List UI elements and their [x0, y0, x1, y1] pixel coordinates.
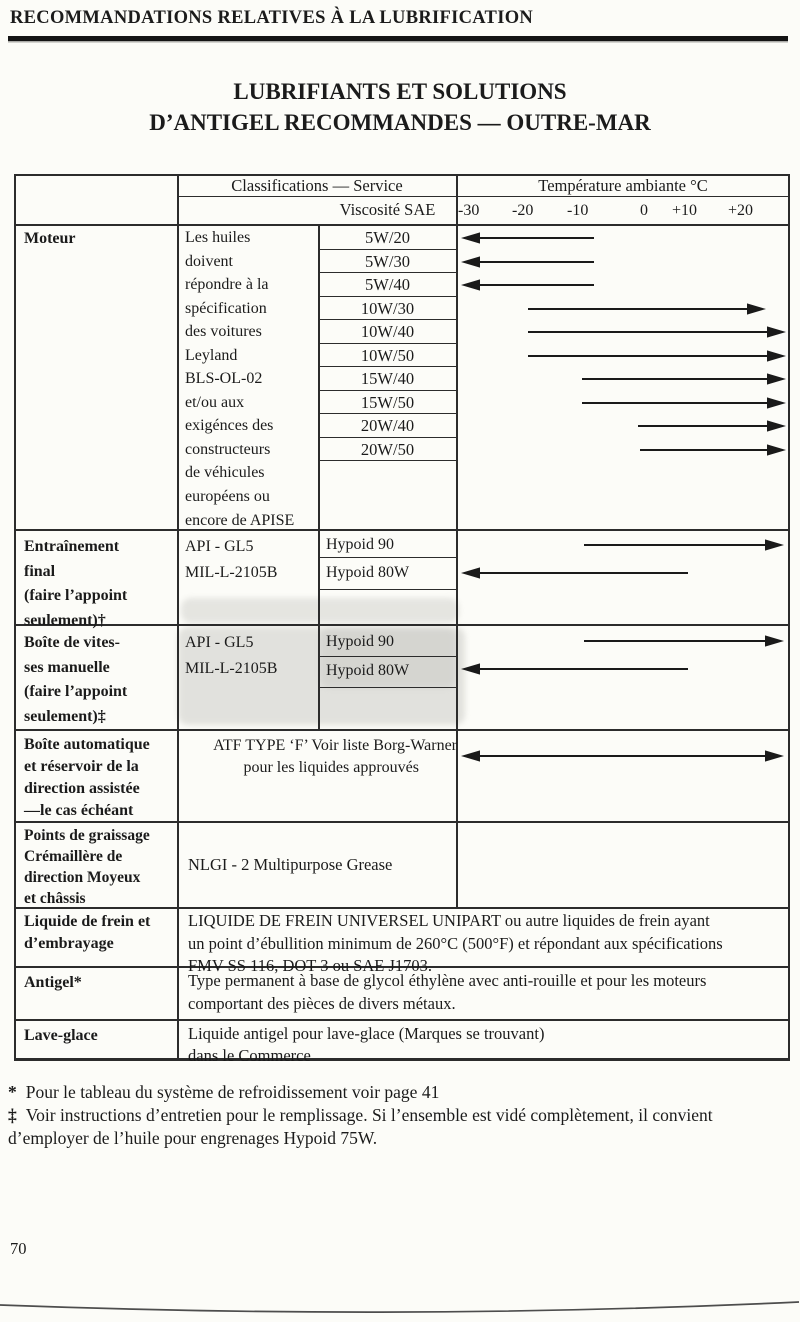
- doc-title-line2: D’ANTIGEL RECOMMANDES — OUTRE-MAR: [149, 110, 651, 135]
- classification-line: constructeurs: [185, 440, 271, 458]
- label-line: ses manuelle: [24, 658, 110, 676]
- footnote-text: Pour le tableau du système de refroidissement voir page 41: [25, 1082, 440, 1102]
- footnote-text: Voir instructions d’entretien pour le remplissage. Si l’ensemble est vidé complètement, il convient: [25, 1105, 713, 1126]
- label-line: d’embrayage: [24, 935, 114, 952]
- viscosity-grade-cell: 10W/40: [318, 320, 457, 344]
- column-header-classifications: Classifications — Service: [231, 176, 403, 195]
- temp-tick: +20: [728, 202, 754, 219]
- label-line: Crémaillère de: [24, 848, 123, 865]
- classification-line: API - GL5: [185, 634, 254, 651]
- viscosity-grade-cell: 5W/20: [318, 226, 457, 250]
- row-label-moteur: Moteur: [24, 230, 76, 247]
- label-line: Points de graissage: [24, 827, 150, 844]
- footnote-marker: ‡: [8, 1105, 17, 1126]
- automatic-fluid-text: ATF TYPE ‘F’ Voir liste Borg-Warner: [213, 737, 457, 754]
- classification-line: BLS-OL-02: [185, 370, 263, 388]
- row-label-antigel: Antigel*: [24, 974, 82, 991]
- classification-line: spécification: [185, 299, 267, 317]
- classification-line: européens ou: [185, 488, 270, 506]
- gearbox-viscosity-80w: Hypoid 80W: [326, 662, 410, 679]
- column-header-viscosity: Viscosité SAE: [339, 200, 436, 219]
- temp-tick: -20: [512, 202, 534, 219]
- viscosity-grade-cell: 20W/50: [318, 438, 457, 462]
- classification-line: Leyland: [185, 346, 238, 364]
- label-line: final: [24, 562, 56, 580]
- classification-line: doivent: [185, 252, 233, 270]
- classification-line: API - GL5: [185, 538, 254, 555]
- body-text-line: dans le Commerce: [188, 1045, 311, 1065]
- classification-line: et/ou aux: [185, 393, 245, 411]
- temp-tick: +10: [672, 202, 698, 219]
- grease-spec-text: NLGI - 2 Multipurpose Grease: [188, 855, 393, 874]
- label-line: et réservoir de la: [24, 758, 139, 775]
- classification-line: MIL-L-2105B: [185, 563, 278, 581]
- label-line: seulement)‡: [24, 707, 106, 725]
- classification-line: exigénces des: [185, 417, 274, 435]
- body-text-line: Liquide antigel pour lave-glace (Marques se trouvant): [188, 1024, 545, 1043]
- label-line: direction Moyeux: [24, 869, 141, 886]
- classification-line: Les huiles: [185, 229, 251, 246]
- final-drive-viscosity-80w: Hypoid 80W: [326, 564, 410, 581]
- viscosity-grade-cell: 5W/40: [318, 273, 457, 297]
- viscosity-grade-cell: 20W/40: [318, 414, 457, 438]
- body-text-line: Type permanent à base de glycol éthylène avec anti-rouille et pour les moteurs: [188, 971, 707, 990]
- viscosity-grade-cell: 15W/40: [318, 367, 457, 391]
- label-line: (faire l’appoint: [24, 683, 128, 700]
- gearbox-viscosity-90: Hypoid 90: [326, 633, 394, 650]
- label-line: Boîte automatique: [24, 736, 150, 753]
- classification-line: répondre à la: [185, 276, 269, 294]
- page-number: 70: [10, 1239, 27, 1258]
- viscosity-grade-cell: 5W/30: [318, 250, 457, 274]
- label-line: (faire l’appoint: [24, 587, 128, 604]
- body-text-line: LIQUIDE DE FREIN UNIVERSEL UNIPART ou autre liquides de frein ayant: [188, 911, 710, 930]
- label-line: seulement)†: [24, 611, 106, 629]
- final-drive-viscosity-90: Hypoid 90: [326, 536, 394, 553]
- classification-line: des voitures: [185, 323, 262, 341]
- viscosity-grade-cell: 15W/50: [318, 391, 457, 415]
- body-text-line: un point d’ébullition minimum de 260°C (500°F) et répondant aux spécifications: [188, 933, 723, 953]
- label-line: —le cas échéant: [24, 802, 134, 819]
- classification-line: MIL-L-2105B: [185, 659, 278, 677]
- footnote-text: d’employer de l’huile pour engrenages Hypoid 75W.: [8, 1128, 378, 1149]
- page-header: RECOMMANDATIONS RELATIVES À LA LUBRIFICATION: [10, 8, 534, 28]
- label-line: et châssis: [24, 890, 86, 907]
- temp-tick: -30: [458, 202, 480, 219]
- temp-tick: -10: [567, 202, 589, 219]
- temp-tick: 0: [640, 202, 648, 219]
- doc-title-line1: LUBRIFIANTS ET SOLUTIONS: [233, 79, 567, 104]
- label-line: direction assistée: [24, 780, 140, 797]
- viscosity-grade-cell: 10W/50: [318, 344, 457, 368]
- viscosity-grade-cell: 10W/30: [318, 297, 457, 321]
- label-line: Boîte de vites-: [24, 634, 120, 651]
- label-line: Liquide de frein et: [24, 913, 151, 930]
- row-label-lave-glace: Lave-glace: [24, 1027, 98, 1044]
- column-header-temperature: Température ambiante °C: [538, 176, 708, 195]
- body-text-line: FMV SS 116, DOT 3 ou SAE J1703.: [188, 956, 433, 976]
- label-line: Entraînement: [24, 538, 120, 555]
- automatic-fluid-text: pour les liquides approuvés: [243, 759, 419, 776]
- footnote-marker: *: [8, 1082, 17, 1102]
- body-text-line: comportant des pièces de divers métaux.: [188, 993, 456, 1013]
- classification-line: encore de APISE: [185, 511, 295, 529]
- classification-line: de véhicules: [185, 464, 265, 482]
